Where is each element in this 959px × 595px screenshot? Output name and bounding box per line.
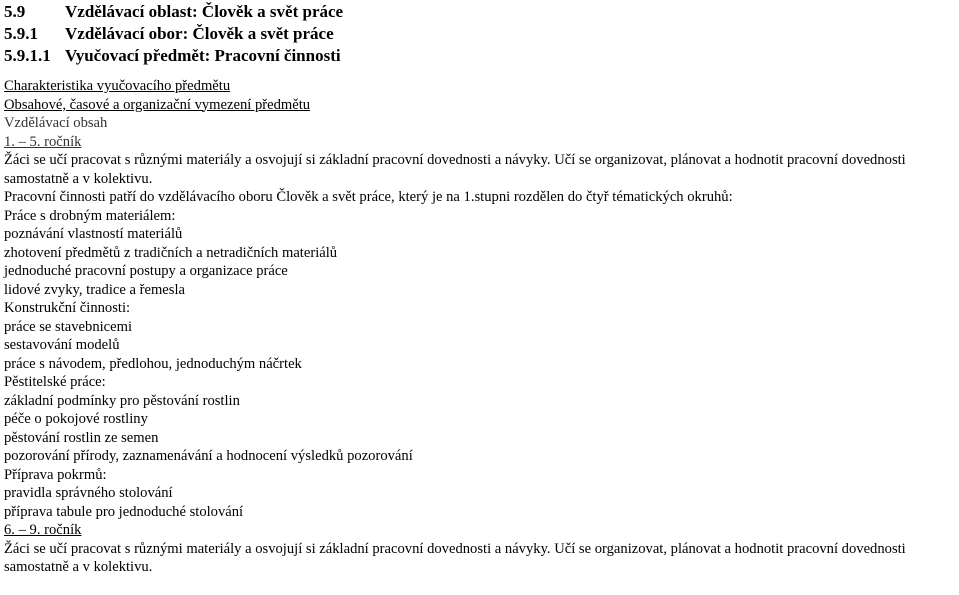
document-page — [4, 0, 959, 577]
heading-level-1 — [4, 1, 959, 23]
topic-item: zhotovení předmětů z tradičních a netradičních materiálů — [4, 244, 338, 261]
topic-item: pozorování přírody, zaznamenávání a hodnocení výsledků pozorování — [4, 448, 413, 464]
heading-number: 5.9.1.1 — [4, 46, 51, 65]
subject-note: Pracovní činnosti patří do vzdělávacího oboru Člověk a svět práce, který je na 1.stupni rozdělen do čtyř tématických okruhů: — [4, 189, 733, 205]
grade-label-1-5: 1. – 5. ročník — [4, 133, 82, 150]
heading-level-3 — [4, 45, 959, 67]
heading-number: 5.9.1 — [4, 24, 38, 43]
section-characteristic-link[interactable]: Charakteristika vyučovacího předmětu — [4, 78, 231, 94]
heading-level-2 — [4, 23, 959, 45]
topic-item: jednoduché pracovní postupy a organizace práce — [4, 263, 288, 279]
topic-title: Práce s drobným materiálem: — [4, 207, 176, 224]
topic-block — [4, 466, 959, 522]
grade-1-5-intro: Žáci se učí pracovat s různými materiály a osvojují si základní pracovní dovednosti a návyky. Učí se organizovat, plánovat a hodnotit pracovní dovednosti samostatně a v kolektivu. — [4, 152, 906, 187]
topic-title: Pěstitelské práce: — [4, 374, 106, 390]
grade-label-6-9: 6. – 9. ročník — [4, 522, 82, 538]
topic-item: péče o pokojové rostliny — [4, 411, 148, 427]
topic-title: Konstrukční činnosti: — [4, 300, 131, 316]
topic-item: příprava tabule pro jednoduché stolování — [4, 503, 244, 520]
topic-item: poznávání vlastností materiálů — [4, 226, 183, 242]
heading-number: 5.9 — [4, 2, 26, 21]
grade-6-9-intro: Žáci se učí pracovat s různými materiály a osvojují si základní pracovní dovednosti a návyky. Učí se organizovat, plánovat a hodnotit pracovní dovednosti samostatně a v kolektivu. — [4, 540, 906, 575]
heading-title: Vzdělávací oblast: Člověk a svět práce — [65, 2, 344, 21]
topic-block — [4, 207, 959, 300]
topic-item: pěstování rostlin ze semen — [4, 429, 159, 446]
topic-item: pravidla správného stolování — [4, 485, 173, 501]
section-scope-link[interactable]: Obsahové, časové a organizační vymezení předmětu — [4, 96, 311, 113]
content-label: Vzdělávací obsah — [4, 115, 108, 131]
heading-title: Vyučovací předmět: Pracovní činnosti — [65, 46, 341, 65]
heading-title: Vzdělávací obor: Člověk a svět práce — [65, 24, 334, 43]
topic-item: lidové zvyky, tradice a řemesla — [4, 281, 185, 298]
topic-item: práce se stavebnicemi — [4, 318, 133, 335]
topic-item: základní podmínky pro pěstování rostlin — [4, 392, 240, 409]
topic-block — [4, 299, 959, 373]
topic-item: práce s návodem, předlohou, jednoduchým náčrtek — [4, 355, 302, 372]
topic-block — [4, 373, 959, 466]
topic-title: Příprava pokrmů: — [4, 466, 107, 483]
topic-item: sestavování modelů — [4, 337, 120, 353]
